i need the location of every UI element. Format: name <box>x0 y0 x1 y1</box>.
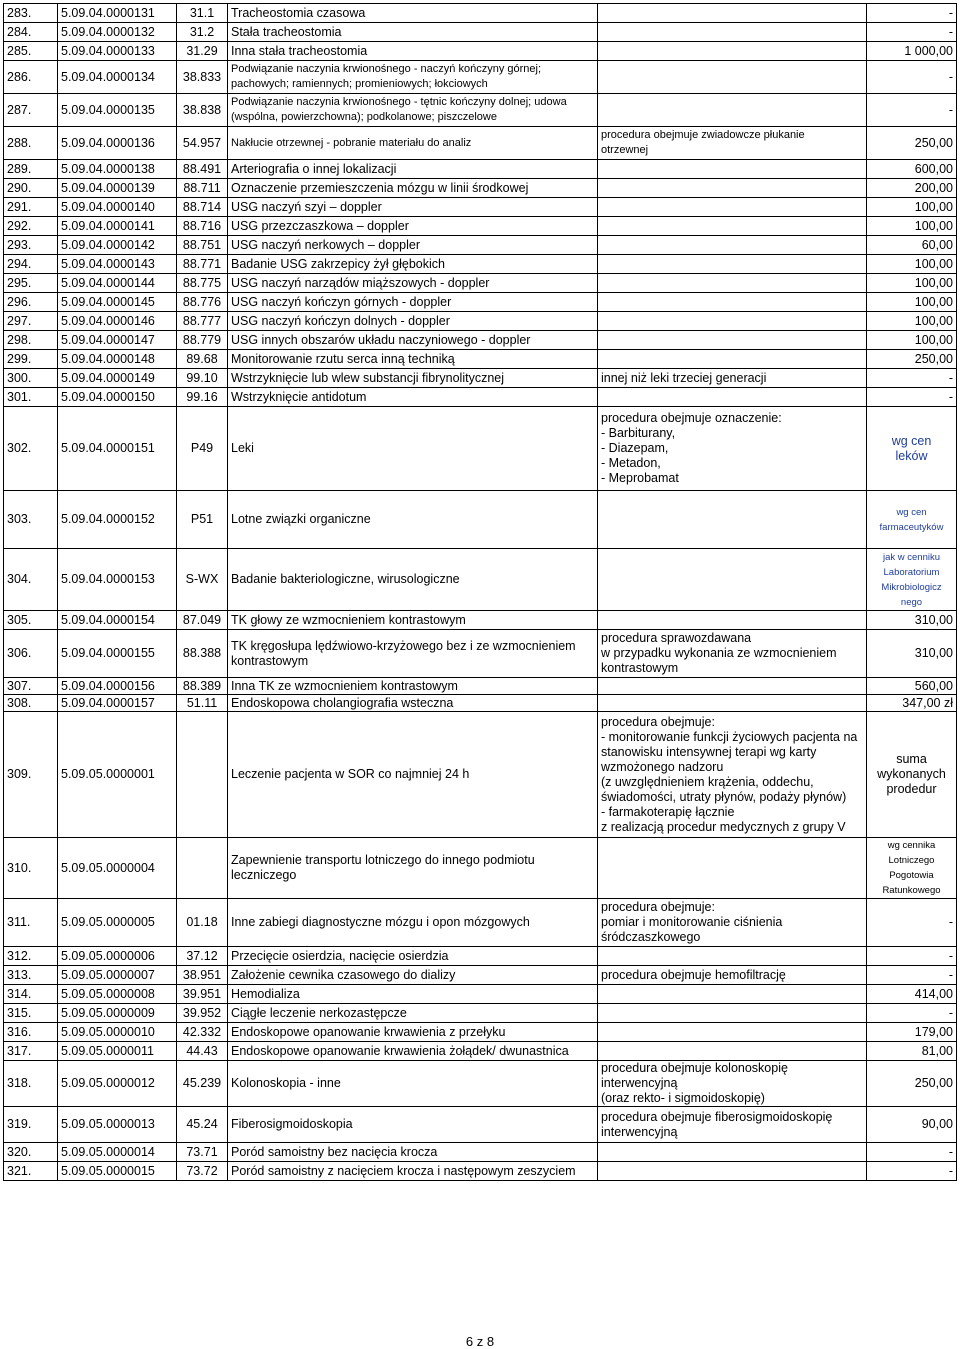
procedure-code: 5.09.04.0000156 <box>58 678 177 695</box>
procedure-code: 5.09.05.0000010 <box>58 1023 177 1042</box>
row-number: 292. <box>4 217 58 236</box>
procedure-note <box>598 42 867 61</box>
price-cell: - <box>867 388 957 407</box>
procedure-code: 5.09.04.0000154 <box>58 611 177 630</box>
procedure-code: 5.09.04.0000144 <box>58 274 177 293</box>
table-row <box>4 1042 957 1061</box>
row-number: 310. <box>4 838 58 899</box>
row-number: 315. <box>4 1004 58 1023</box>
procedure-name: Ciągłe leczenie nerkozastępcze <box>228 1004 598 1023</box>
icd9-code: 38.833 <box>177 61 228 94</box>
icd9-code <box>177 712 228 838</box>
icd9-code: 88.771 <box>177 255 228 274</box>
icd9-code: 51.11 <box>177 695 228 712</box>
procedure-name: Monitorowanie rzutu serca inną techniką <box>228 350 598 369</box>
procedure-note <box>598 491 867 549</box>
row-number: 302. <box>4 407 58 491</box>
procedure-code: 5.09.04.0000143 <box>58 255 177 274</box>
table-row <box>4 549 957 611</box>
procedure-note <box>598 1042 867 1061</box>
price-cell: 1 000,00 <box>867 42 957 61</box>
procedure-code: 5.09.04.0000152 <box>58 491 177 549</box>
price-cell: - <box>867 1162 957 1181</box>
procedure-name: Zapewnienie transportu lotniczego do innego podmiotu leczniczego <box>228 838 598 899</box>
price-cell: - <box>867 4 957 23</box>
icd9-code: 88.779 <box>177 331 228 350</box>
procedure-code: 5.09.05.0000014 <box>58 1143 177 1162</box>
procedure-note <box>598 1004 867 1023</box>
procedure-code: 5.09.04.0000150 <box>58 388 177 407</box>
procedure-code: 5.09.05.0000007 <box>58 966 177 985</box>
price-cell: - <box>867 369 957 388</box>
procedure-code: 5.09.04.0000141 <box>58 217 177 236</box>
row-number: 311. <box>4 899 58 947</box>
row-number: 316. <box>4 1023 58 1042</box>
icd9-code: 89.68 <box>177 350 228 369</box>
row-number: 317. <box>4 1042 58 1061</box>
table-row <box>4 838 957 899</box>
procedure-name: Inna TK ze wzmocnieniem kontrastowym <box>228 678 598 695</box>
row-number: 284. <box>4 23 58 42</box>
row-number: 307. <box>4 678 58 695</box>
table-row <box>4 198 957 217</box>
procedure-code: 5.09.04.0000134 <box>58 61 177 94</box>
procedure-note <box>598 94 867 127</box>
procedure-note: procedura obejmuje hemofiltrację <box>598 966 867 985</box>
table-row <box>4 350 957 369</box>
procedure-name: Poród samoistny z nacięciem krocza i następowym zeszyciem <box>228 1162 598 1181</box>
row-number: 290. <box>4 179 58 198</box>
price-cell: - <box>867 1143 957 1162</box>
row-number: 298. <box>4 331 58 350</box>
row-number: 305. <box>4 611 58 630</box>
procedure-name: Kolonoskopia - inne <box>228 1061 598 1107</box>
procedure-note <box>598 61 867 94</box>
row-number: 293. <box>4 236 58 255</box>
price-cell: 310,00 <box>867 611 957 630</box>
procedure-note: procedura obejmuje fiberosigmoidoskopię interwencyjną <box>598 1107 867 1143</box>
procedure-note <box>598 331 867 350</box>
table-row <box>4 630 957 678</box>
procedure-note: procedura obejmuje kolonoskopię interwencyjną (oraz rekto- i sigmoidoskopię) <box>598 1061 867 1107</box>
table-row <box>4 899 957 947</box>
row-number: 319. <box>4 1107 58 1143</box>
procedure-name: Inna stała tracheostomia <box>228 42 598 61</box>
procedure-name: USG innych obszarów układu naczyniowego - doppler <box>228 331 598 350</box>
icd9-code: 39.952 <box>177 1004 228 1023</box>
price-cell: wg cen farmaceutyków <box>867 491 957 549</box>
icd9-code: 99.10 <box>177 369 228 388</box>
icd9-code: 01.18 <box>177 899 228 947</box>
procedure-code: 5.09.04.0000147 <box>58 331 177 350</box>
table-row <box>4 712 957 838</box>
price-cell: 90,00 <box>867 1107 957 1143</box>
procedure-price-table <box>3 3 957 1181</box>
table-row <box>4 160 957 179</box>
procedure-name: USG naczyń nerkowych – doppler <box>228 236 598 255</box>
table-row <box>4 312 957 331</box>
procedure-code: 5.09.04.0000145 <box>58 293 177 312</box>
row-number: 285. <box>4 42 58 61</box>
procedure-name: Badanie bakteriologiczne, wirusologiczne <box>228 549 598 611</box>
row-number: 283. <box>4 4 58 23</box>
table-row <box>4 369 957 388</box>
procedure-name: Endoskopowa cholangiografia wsteczna <box>228 695 598 712</box>
procedure-name: Podwiązanie naczynia krwionośnego - tętnic kończyny dolnej; udowa (wspólna, powierzchowna); podkolanowe; piszczelowe <box>228 94 598 127</box>
table-row <box>4 236 957 255</box>
price-cell: 60,00 <box>867 236 957 255</box>
row-number: 320. <box>4 1143 58 1162</box>
procedure-note: innej niż leki trzeciej generacji <box>598 369 867 388</box>
procedure-note <box>598 255 867 274</box>
procedure-note: procedura obejmuje: - monitorowanie funkcji życiowych pacjenta na stanowisku intensywnej terapi wg karty wzmożonego nadzoru (z uwzględnieniem krążenia, oddechu, świadomości, utraty płynów, podaży płynów) - farmakoterapię łącznie z realizacją procedur medycznych z grupy V <box>598 712 867 838</box>
table-row <box>4 1162 957 1181</box>
procedure-note <box>598 1162 867 1181</box>
procedure-note <box>598 4 867 23</box>
procedure-note <box>598 838 867 899</box>
table-row <box>4 94 957 127</box>
procedure-code: 5.09.04.0000132 <box>58 23 177 42</box>
procedure-note <box>598 1143 867 1162</box>
icd9-code: 88.491 <box>177 160 228 179</box>
icd9-code: 39.951 <box>177 985 228 1004</box>
procedure-code: 5.09.05.0000006 <box>58 947 177 966</box>
procedure-code: 5.09.04.0000139 <box>58 179 177 198</box>
procedure-note <box>598 236 867 255</box>
procedure-code: 5.09.04.0000138 <box>58 160 177 179</box>
row-number: 296. <box>4 293 58 312</box>
table-row <box>4 966 957 985</box>
table-row <box>4 255 957 274</box>
price-cell: 250,00 <box>867 350 957 369</box>
procedure-code: 5.09.04.0000149 <box>58 369 177 388</box>
procedure-name: Podwiązanie naczynia krwionośnego - naczyń kończyny górnej; pachowych; ramiennych; promieniowych; łokciowych <box>228 61 598 94</box>
procedure-name: Endoskopowe opanowanie krwawienia żołądek/ dwunastnica <box>228 1042 598 1061</box>
icd9-code: 38.951 <box>177 966 228 985</box>
row-number: 301. <box>4 388 58 407</box>
icd9-code: 31.29 <box>177 42 228 61</box>
table-row <box>4 1143 957 1162</box>
price-cell: 250,00 <box>867 127 957 160</box>
procedure-note <box>598 611 867 630</box>
table-row <box>4 388 957 407</box>
icd9-code: 73.72 <box>177 1162 228 1181</box>
table-row <box>4 1023 957 1042</box>
row-number: 306. <box>4 630 58 678</box>
row-number: 304. <box>4 549 58 611</box>
price-cell: 100,00 <box>867 274 957 293</box>
procedure-name: Założenie cewnika czasowego do dializy <box>228 966 598 985</box>
table-row <box>4 23 957 42</box>
price-cell: 347,00 zł <box>867 695 957 712</box>
procedure-code: 5.09.05.0000015 <box>58 1162 177 1181</box>
procedure-name: Inne zabiegi diagnostyczne mózgu i opon mózgowych <box>228 899 598 947</box>
table-row <box>4 4 957 23</box>
table-body <box>4 4 957 1181</box>
row-number: 308. <box>4 695 58 712</box>
table-row <box>4 61 957 94</box>
icd9-code: 54.957 <box>177 127 228 160</box>
procedure-code: 5.09.04.0000148 <box>58 350 177 369</box>
price-cell: 100,00 <box>867 312 957 331</box>
table-row <box>4 217 957 236</box>
row-number: 294. <box>4 255 58 274</box>
table-row <box>4 1004 957 1023</box>
procedure-name: Leczenie pacjenta w SOR co najmniej 24 h <box>228 712 598 838</box>
procedure-code: 5.09.04.0000140 <box>58 198 177 217</box>
row-number: 291. <box>4 198 58 217</box>
procedure-code: 5.09.04.0000142 <box>58 236 177 255</box>
procedure-name: Arteriografia o innej lokalizacji <box>228 160 598 179</box>
table-row <box>4 1107 957 1143</box>
procedure-code: 5.09.05.0000001 <box>58 712 177 838</box>
procedure-name: Hemodializa <box>228 985 598 1004</box>
procedure-code: 5.09.04.0000151 <box>58 407 177 491</box>
table-row <box>4 331 957 350</box>
icd9-code: 38.838 <box>177 94 228 127</box>
price-cell: wg cen leków <box>867 407 957 491</box>
procedure-code: 5.09.04.0000131 <box>58 4 177 23</box>
icd9-code: 31.1 <box>177 4 228 23</box>
table-row <box>4 695 957 712</box>
price-cell: 81,00 <box>867 1042 957 1061</box>
table-row <box>4 611 957 630</box>
procedure-note <box>598 293 867 312</box>
procedure-name: Tracheostomia czasowa <box>228 4 598 23</box>
procedure-note: procedura obejmuje: pomiar i monitorowanie ciśnienia śródczaszkowego <box>598 899 867 947</box>
row-number: 287. <box>4 94 58 127</box>
table-row <box>4 179 957 198</box>
icd9-code <box>177 838 228 899</box>
price-cell: 310,00 <box>867 630 957 678</box>
price-cell: 179,00 <box>867 1023 957 1042</box>
icd9-code: 88.388 <box>177 630 228 678</box>
row-number: 312. <box>4 947 58 966</box>
procedure-note <box>598 947 867 966</box>
procedure-note <box>598 160 867 179</box>
procedure-code: 5.09.05.0000009 <box>58 1004 177 1023</box>
row-number: 299. <box>4 350 58 369</box>
price-cell: 250,00 <box>867 1061 957 1107</box>
table-row <box>4 985 957 1004</box>
procedure-code: 5.09.04.0000133 <box>58 42 177 61</box>
price-cell: 600,00 <box>867 160 957 179</box>
procedure-note <box>598 678 867 695</box>
icd9-code: P49 <box>177 407 228 491</box>
procedure-name: Oznaczenie przemieszczenia mózgu w linii środkowej <box>228 179 598 198</box>
icd9-code: 73.71 <box>177 1143 228 1162</box>
price-cell: - <box>867 61 957 94</box>
price-cell: - <box>867 899 957 947</box>
procedure-name: Przecięcie osierdzia, nacięcie osierdzia <box>228 947 598 966</box>
procedure-name: USG naczyń narządów miąższowych - doppler <box>228 274 598 293</box>
procedure-code: 5.09.04.0000155 <box>58 630 177 678</box>
price-cell: 100,00 <box>867 331 957 350</box>
procedure-name: USG naczyń kończyn górnych - doppler <box>228 293 598 312</box>
procedure-note <box>598 23 867 42</box>
procedure-name: Endoskopowe opanowanie krwawienia z przełyku <box>228 1023 598 1042</box>
icd9-code: S-WX <box>177 549 228 611</box>
procedure-name: USG przezczaszkowa – doppler <box>228 217 598 236</box>
row-number: 318. <box>4 1061 58 1107</box>
row-number: 303. <box>4 491 58 549</box>
icd9-code: 31.2 <box>177 23 228 42</box>
table-row <box>4 293 957 312</box>
icd9-code: 44.43 <box>177 1042 228 1061</box>
procedure-code: 5.09.05.0000013 <box>58 1107 177 1143</box>
procedure-name: Fiberosigmoidoskopia <box>228 1107 598 1143</box>
row-number: 297. <box>4 312 58 331</box>
procedure-name: Wstrzyknięcie lub wlew substancji fibrynolitycznej <box>228 369 598 388</box>
icd9-code: 88.711 <box>177 179 228 198</box>
icd9-code: 88.775 <box>177 274 228 293</box>
icd9-code: 99.16 <box>177 388 228 407</box>
price-cell: - <box>867 94 957 127</box>
procedure-code: 5.09.04.0000136 <box>58 127 177 160</box>
table-row <box>4 127 957 160</box>
procedure-name: Poród samoistny bez nacięcia krocza <box>228 1143 598 1162</box>
procedure-code: 5.09.04.0000146 <box>58 312 177 331</box>
table-row <box>4 1061 957 1107</box>
procedure-code: 5.09.05.0000011 <box>58 1042 177 1061</box>
row-number: 300. <box>4 369 58 388</box>
price-cell: 100,00 <box>867 198 957 217</box>
icd9-code: 88.777 <box>177 312 228 331</box>
procedure-note <box>598 695 867 712</box>
procedure-code: 5.09.05.0000004 <box>58 838 177 899</box>
page-number: 6 z 8 <box>465 1334 495 1349</box>
procedure-name: TK kręgosłupa lędźwiowo-krzyżowego bez i ze wzmocnieniem kontrastowym <box>228 630 598 678</box>
icd9-code: 87.049 <box>177 611 228 630</box>
procedure-note <box>598 985 867 1004</box>
icd9-code: 42.332 <box>177 1023 228 1042</box>
price-cell: - <box>867 947 957 966</box>
procedure-name: Nakłucie otrzewnej - pobranie materiału do analiz <box>228 127 598 160</box>
row-number: 289. <box>4 160 58 179</box>
row-number: 286. <box>4 61 58 94</box>
price-cell: - <box>867 1004 957 1023</box>
table-row <box>4 274 957 293</box>
price-cell: 200,00 <box>867 179 957 198</box>
price-cell: 100,00 <box>867 293 957 312</box>
procedure-note <box>598 350 867 369</box>
price-cell: - <box>867 23 957 42</box>
price-cell: - <box>867 966 957 985</box>
procedure-code: 5.09.04.0000157 <box>58 695 177 712</box>
procedure-note <box>598 179 867 198</box>
price-cell: 560,00 <box>867 678 957 695</box>
procedure-note <box>598 198 867 217</box>
price-cell: wg cennika Lotniczego Pogotowia Ratunkowego <box>867 838 957 899</box>
row-number: 295. <box>4 274 58 293</box>
price-cell: 414,00 <box>867 985 957 1004</box>
procedure-name: Wstrzyknięcie antidotum <box>228 388 598 407</box>
procedure-note <box>598 312 867 331</box>
row-number: 309. <box>4 712 58 838</box>
icd9-code: 88.776 <box>177 293 228 312</box>
procedure-note: procedura obejmuje zwiadowcze płukanie otrzewnej <box>598 127 867 160</box>
row-number: 313. <box>4 966 58 985</box>
procedure-note <box>598 1023 867 1042</box>
procedure-name: Leki <box>228 407 598 491</box>
procedure-name: Stała tracheostomia <box>228 23 598 42</box>
procedure-code: 5.09.04.0000153 <box>58 549 177 611</box>
icd9-code: 88.751 <box>177 236 228 255</box>
table-row <box>4 407 957 491</box>
procedure-name: USG naczyń kończyn dolnych - doppler <box>228 312 598 331</box>
procedure-name: Badanie USG zakrzepicy żył głębokich <box>228 255 598 274</box>
procedure-code: 5.09.05.0000005 <box>58 899 177 947</box>
icd9-code: 88.716 <box>177 217 228 236</box>
icd9-code: 37.12 <box>177 947 228 966</box>
icd9-code: 45.239 <box>177 1061 228 1107</box>
table-row <box>4 42 957 61</box>
icd9-code: P51 <box>177 491 228 549</box>
table-row <box>4 947 957 966</box>
procedure-note <box>598 388 867 407</box>
procedure-note <box>598 549 867 611</box>
procedure-code: 5.09.04.0000135 <box>58 94 177 127</box>
row-number: 314. <box>4 985 58 1004</box>
row-number: 288. <box>4 127 58 160</box>
icd9-code: 88.714 <box>177 198 228 217</box>
procedure-name: Lotne związki organiczne <box>228 491 598 549</box>
price-cell: 100,00 <box>867 217 957 236</box>
icd9-code: 45.24 <box>177 1107 228 1143</box>
table-row <box>4 678 957 695</box>
price-cell: suma wykonanych prodedur <box>867 712 957 838</box>
procedure-code: 5.09.05.0000008 <box>58 985 177 1004</box>
icd9-code: 88.389 <box>177 678 228 695</box>
price-cell: jak w cenniku Laboratorium Mikrobiologicz nego <box>867 549 957 611</box>
procedure-note: procedura sprawozdawana w przypadku wykonania ze wzmocnieniem kontrastowym <box>598 630 867 678</box>
procedure-code: 5.09.05.0000012 <box>58 1061 177 1107</box>
procedure-note <box>598 274 867 293</box>
row-number: 321. <box>4 1162 58 1181</box>
procedure-name: USG naczyń szyi – doppler <box>228 198 598 217</box>
price-cell: 100,00 <box>867 255 957 274</box>
procedure-name: TK głowy ze wzmocnieniem kontrastowym <box>228 611 598 630</box>
procedure-note: procedura obejmuje oznaczenie: - Barbiturany, - Diazepam, - Metadon, - Meprobamat <box>598 407 867 491</box>
procedure-note <box>598 217 867 236</box>
table-row <box>4 491 957 549</box>
